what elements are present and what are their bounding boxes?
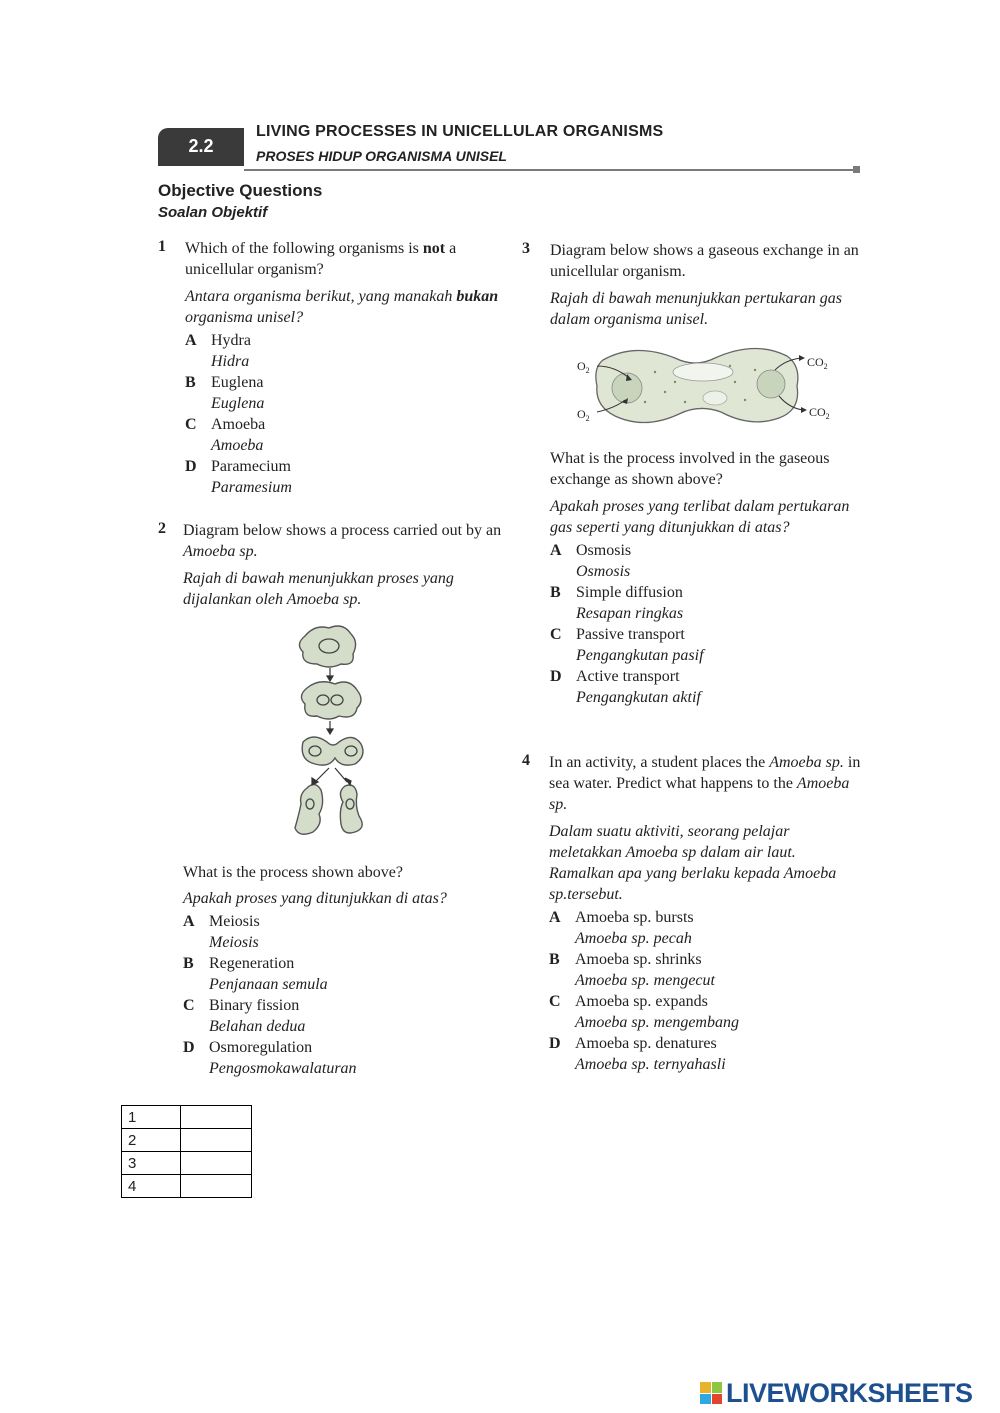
question-3-number: 3 bbox=[522, 240, 530, 257]
question-2-question-ms: Apakah proses yang ditunjukkan di atas? bbox=[183, 890, 447, 907]
question-4-options bbox=[549, 907, 864, 1075]
amoeba-stage-3 bbox=[302, 737, 363, 765]
answer-input-4[interactable] bbox=[181, 1175, 252, 1198]
option-c: C Passive transport Pengangkutan pasif bbox=[550, 626, 704, 664]
option-d: D Osmoregulation Pengosmokawalaturan bbox=[183, 1039, 357, 1077]
option-c: C Binary fission Belahan dedua bbox=[183, 997, 306, 1035]
question-3-options bbox=[550, 540, 865, 708]
answer-row bbox=[122, 1129, 252, 1152]
section-number-tab bbox=[158, 128, 244, 166]
co2-bottom-label: CO bbox=[809, 405, 826, 419]
answer-row bbox=[122, 1106, 252, 1129]
question-2-question-en: What is the process shown above? bbox=[183, 864, 403, 881]
liveworksheets-logo-icon bbox=[700, 1382, 722, 1404]
option-b: B Euglena Euglena bbox=[185, 374, 265, 412]
question-3 bbox=[550, 448, 865, 708]
question-2-number: 2 bbox=[158, 520, 166, 537]
answer-row bbox=[122, 1152, 252, 1175]
question-1 bbox=[185, 238, 505, 498]
o2-top-label: O bbox=[577, 359, 586, 373]
question-4-text-en: In an activity, a student places the Amoeba sp. in sea water. Predict what happens to the Amoeba sp. bbox=[549, 754, 861, 813]
question-2-options bbox=[183, 911, 503, 1079]
option-a: A Osmosis Osmosis bbox=[550, 542, 632, 580]
amoeba-stage-1 bbox=[299, 626, 355, 667]
logo-square bbox=[700, 1382, 711, 1393]
option-b: B Regeneration Penjanaan semula bbox=[183, 955, 328, 993]
logo-square bbox=[712, 1382, 723, 1393]
logo-square bbox=[700, 1394, 711, 1405]
question-3-text-ms: Rajah di bawah menunjukkan pertukaran gas dalam organisma unisel. bbox=[550, 290, 842, 328]
subtitle-ms: Soalan Objektif bbox=[158, 204, 268, 221]
answer-input-2[interactable] bbox=[181, 1129, 252, 1152]
gas-exchange-diagram bbox=[575, 342, 840, 428]
answer-row-number: 2 bbox=[122, 1129, 181, 1152]
option-b: B Simple diffusion Resapan ringkas bbox=[550, 584, 684, 622]
svg-text:O2: $O_2$ bbox=[577, 359, 590, 375]
question-4-number: 4 bbox=[522, 752, 530, 769]
answer-input-3[interactable] bbox=[181, 1152, 252, 1175]
option-d: D Amoeba sp. denatures Amoeba sp. ternyahasli bbox=[549, 1035, 726, 1073]
question-2-text-en: Diagram below shows a process carried out by an Amoeba sp. bbox=[183, 522, 502, 560]
section-title-ms: PROSES HIDUP ORGANISMA UNISEL bbox=[256, 148, 507, 164]
question-4 bbox=[549, 752, 864, 1075]
svg-text:CO2: $CO_2$ bbox=[807, 355, 828, 371]
option-c: C Amoeba sp. expands Amoeba sp. mengembang bbox=[549, 993, 739, 1031]
question-3-text-en: Diagram below shows a gaseous exchange in an unicellular organism. bbox=[550, 242, 859, 280]
o2-bottom-label: O bbox=[577, 407, 586, 421]
answer-row-number: 3 bbox=[122, 1152, 181, 1175]
option-a: A Amoeba sp. bursts Amoeba sp. pecah bbox=[549, 909, 694, 947]
question-2-intro bbox=[183, 520, 503, 610]
svg-text:O2: $O_2$ bbox=[577, 407, 590, 423]
question-2-text-ms: Rajah di bawah menunjukkan proses yang dijalankan oleh Amoeba sp. bbox=[183, 570, 454, 608]
answer-row-number: 1 bbox=[122, 1106, 181, 1129]
binary-fission-diagram bbox=[285, 618, 385, 843]
question-1-text-ms: Antara organisma berikut, yang manakah bukan organisma unisel? bbox=[185, 288, 499, 326]
answer-row bbox=[122, 1175, 252, 1198]
liveworksheets-logo[interactable] bbox=[700, 1378, 973, 1408]
option-a: A Hydra Hidra bbox=[185, 332, 251, 370]
option-c: C Amoeba Amoeba bbox=[185, 416, 266, 454]
subtitle-en: Objective Questions bbox=[158, 181, 323, 200]
svg-text:CO2: $CO_2$ bbox=[809, 405, 830, 421]
option-d: D Active transport Pengangkutan aktif bbox=[550, 668, 701, 706]
answer-table bbox=[121, 1105, 252, 1198]
option-d: D Paramecium Paramesium bbox=[185, 458, 292, 496]
answer-input-1[interactable] bbox=[181, 1106, 252, 1129]
question-3-question-en: What is the process involved in the gaseous exchange as shown above? bbox=[550, 450, 830, 488]
logo-square bbox=[712, 1394, 723, 1405]
question-3-intro bbox=[550, 240, 865, 330]
section-title-en: LIVING PROCESSES IN UNICELLULAR ORGANISMS bbox=[256, 123, 664, 140]
question-1-options bbox=[185, 330, 505, 498]
co2-top-label: CO bbox=[807, 355, 824, 369]
question-2 bbox=[183, 862, 503, 1079]
question-4-text-ms: Dalam suatu aktiviti, seorang pelajar meletakkan Amoeba sp dalam air laut. Ramalkan apa yang berlaku kepada Amoeba sp.tersebut. bbox=[549, 823, 837, 903]
liveworksheets-logo-text: LIVEWORKSHEETS bbox=[726, 1377, 973, 1408]
answer-row-number: 4 bbox=[122, 1175, 181, 1198]
question-1-number: 1 bbox=[158, 238, 166, 255]
header-divider bbox=[244, 169, 856, 171]
question-1-text-en: Which of the following organisms is not a unicellular organism? bbox=[185, 240, 457, 278]
section-number: 2.2 bbox=[188, 136, 214, 156]
question-3-question-ms: Apakah proses yang terlibat dalam pertukaran gas seperti yang ditunjukkan di atas? bbox=[550, 498, 850, 536]
option-b: B Amoeba sp. shrinks Amoeba sp. mengecut bbox=[549, 951, 715, 989]
option-a: A Meiosis Meiosis bbox=[183, 913, 260, 951]
header-divider-end bbox=[853, 166, 860, 173]
